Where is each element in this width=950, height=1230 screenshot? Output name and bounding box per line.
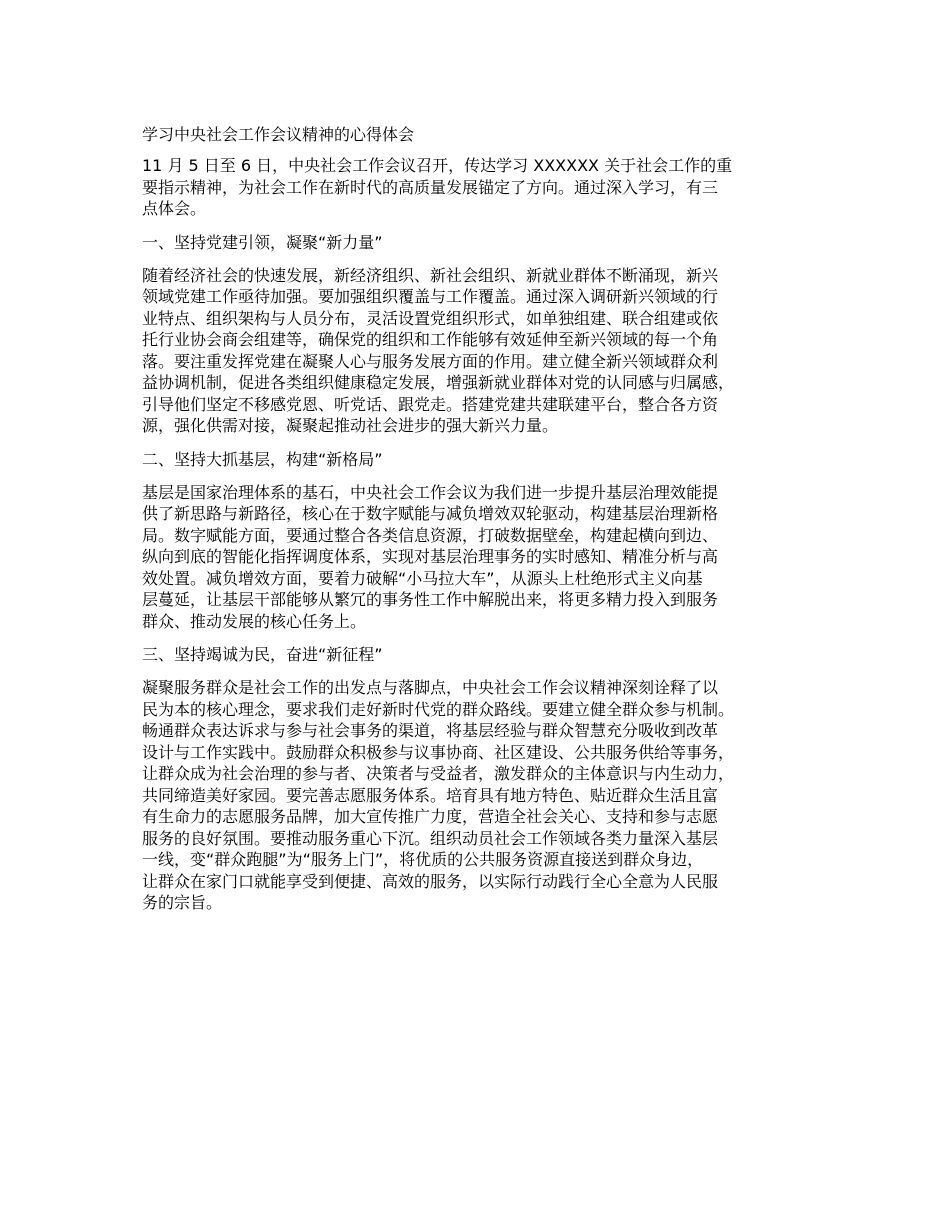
text-line: 凝聚服务群众是社会工作的出发点与落脚点，中央社会工作会议精神深刻诠释了以 <box>142 678 719 697</box>
section-heading-3: 三、坚持竭诚为民，奋进“新征程” <box>142 645 383 664</box>
intro-paragraph <box>142 155 832 220</box>
text-line: 共同缔造美好家园。要完善志愿服务体系。培育具有地方特色、贴近群众生活且富 <box>142 785 719 805</box>
text-line: 效处置。减负增效方面，要着力破解“小马拉大车”，从源头上杜绝形式主义向基 <box>142 568 703 588</box>
text-line: 务的宗旨。 <box>142 893 223 912</box>
text-line: 基层是国家治理体系的基石，中央社会工作会议为我们进一步提升基层治理效能提 <box>142 482 719 502</box>
text-line: 领域党建工作亟待加强。要加强组织覆盖与工作覆盖。通过深入调研新兴领域的行 <box>142 287 719 306</box>
section-heading-2: 二、坚持大抓基层，构建“新格局” <box>142 449 383 469</box>
document-title: 学习中央社会工作会议精神的心得体会 <box>142 125 415 144</box>
text-line: 点体会。 <box>142 199 207 218</box>
text-line: 畅通群众表达诉求与参与社会事务的渠道，将基层经验与群众智慧充分吸收到改革 <box>142 721 719 740</box>
text-line: 群众、推动发展的核心任务上。 <box>142 611 367 631</box>
section-paragraph-2 <box>142 482 832 633</box>
text-line: 业特点、组织架构与人员分布，灵活设置党组织形式，如单独组建、联合组建或依 <box>142 308 719 328</box>
text-line: 让群众成为社会治理的参与者、决策者与受益者，激发群众的主体意识与内生动力， <box>142 764 735 783</box>
text-line: 落。要注重发挥党建在凝聚人心与服务发展方面的作用。建立健全新兴领域群众利 <box>142 351 719 371</box>
text-line: 有生命力的志愿服务品牌，加大宣传推广力度，营造全社会关心、支持和参与志愿 <box>142 807 719 826</box>
text-line: 源，强化供需对接，凝聚起推动社会进步的强大新兴力量。 <box>142 416 559 435</box>
text-line: 设计与工作实践中。鼓励群众积极参与议事协商、社区建设、公共服务供给等事务， <box>142 742 735 762</box>
text-line: 纵向到底的智能化指挥调度体系，实现对基层治理事务的实时感知、精准分析与高 <box>142 547 719 566</box>
document-page <box>142 124 832 926</box>
section-heading-1: 一、坚持党建引领，凝聚“新力量” <box>142 232 383 252</box>
text-line: 托行业协会商会组建等，确保党的组织和工作能够有效延伸至新兴领域的每一个角 <box>142 330 719 349</box>
text-line: 益协调机制，促进各类组织健康稳定发展，增强新就业群体对党的认同感与归属感， <box>142 373 735 392</box>
section-paragraph-1 <box>142 265 832 437</box>
text-line: 局。数字赋能方面，要通过整合各类信息资源，打破数据壁垒，构建起横向到边、 <box>142 525 719 545</box>
text-line: 要指示精神，为社会工作在新时代的高质量发展锚定了方向。通过深入学习，有三 <box>142 177 719 197</box>
text-line: 11 月 5 日至 6 日，中央社会工作会议召开，传达学习 XXXXXX 关于社会工作的重 <box>142 156 733 175</box>
text-line: 供了新思路与新路径，核心在于数字赋能与减负增效双轮驱动，构建基层治理新格 <box>142 504 719 523</box>
section-paragraph-3 <box>142 677 832 914</box>
text-line: 让群众在家门口就能享受到便捷、高效的服务，以实际行动践行全心全意为人民服 <box>142 871 719 891</box>
text-line: 随着经济社会的快速发展，新经济组织、新社会组织、新就业群体不断涌现，新兴 <box>142 265 719 285</box>
text-line: 民为本的核心理念，要求我们走好新时代党的群众路线。要建立健全群众参与机制。 <box>142 699 735 719</box>
text-line: 服务的良好氛围。要推动服务重心下沉。组织动员社会工作领域各类力量深入基层 <box>142 828 719 848</box>
text-line: 层蔓延，让基层干部能够从繁冗的事务性工作中解脱出来，将更多精力投入到服务 <box>142 590 719 609</box>
text-line: 引导他们坚定不移感党恩、听党话、跟党走。搭建党建共建联建平台，整合各方资 <box>142 394 719 414</box>
text-line: 一线，变“群众跑腿”为“服务上门”，将优质的公共服务资源直接送到群众身边， <box>142 850 704 869</box>
